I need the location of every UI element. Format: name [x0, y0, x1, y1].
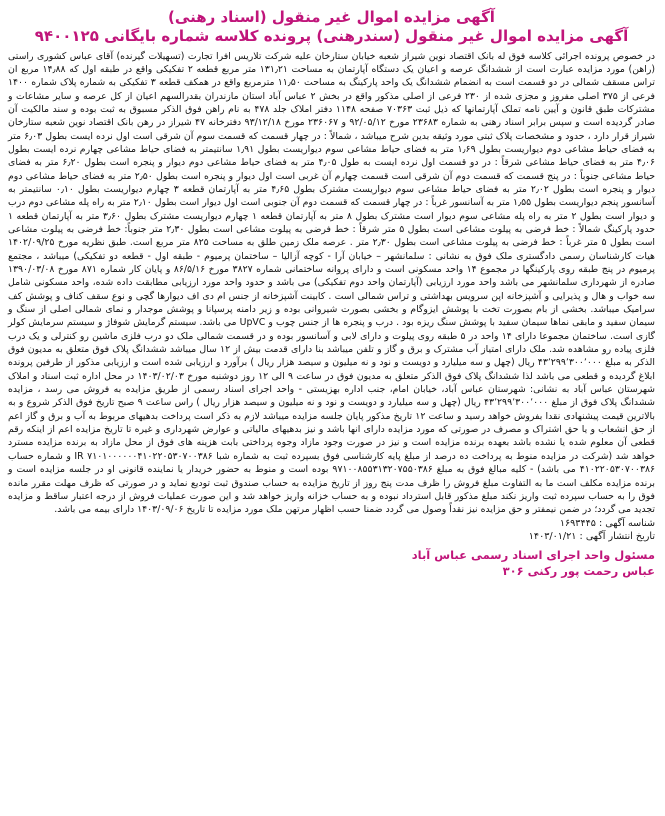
- notice-title: آگهی مزایده اموال غیر منقول (اسناد رهنی): [168, 8, 495, 26]
- signature-name: عباس رحمت پور رکنی ۳۰۶: [502, 563, 655, 578]
- notice-id-value: ۱۶۹۳۴۴۵: [559, 517, 596, 529]
- publish-date-value: ۱۴۰۳/۰۱/۲۱: [528, 530, 577, 542]
- notice-subtitle: آگهی مزایده اموال غیر منقول (سندرهنی) پرونده کلاسه شماره بایگانی ۹۴۰۰۱۲۵: [34, 26, 629, 45]
- publish-date-row: [8, 530, 655, 543]
- publish-date-label: تاریخ انتشار آگهی :: [579, 530, 655, 542]
- notice-id-label: شناسه آگهی :: [598, 517, 655, 529]
- notice-body: در خصوص پرونده اجرائی کلاسه فوق له بانک اقتصاد نوین شیراز شعبه خیابان ستارخان علیه شرکت تلاریس افرا تجارت (تسهیلات گیرنده) آقای عباس کشوری راستی (راهن) مورد مزایده عبارت است از ششدانگ عرصه و اعیان یک دستگاه آپارتمان به مساحت ۱۳۱٫۲۱ متر مربع قطعه ۲ تفکیکی واقع در طبقه اول که ۱۴٫۸۸ مربع ان تراس مسقف شمالی در دو قسمت است به انضمام ششدانگ یک واحد پارکینگ به مساحت ۱۱٫۵۰ مترمربع واقع در همکف قطعه ۳ تفکیکی به شماره پلاک شماره ۱۴۰۰ فرعی از ۳۷۵ اصلی مفروز و مجزی شده از ۲۳۰ فرعی از اصلی مذکور واقع در بخش ۲ عباس آباد استان مازندران بقدرالسهم اعیان از کل عرصه و سایر مشاعات و مشترکات طبق قانون و آیین نامه تملک آپارتمانها که ذیل ثبت ۷۰۳۶۳ صفحه ۱۱۴۸ دفتر املاک جلد ۴۷۸ به نام راهن فوق الذکر مسبوق به ثبت بوده و سند مالکیت آن صادر گردیده است و سپس برابر اسناد رهنی به شماره ۲۳۶۸۳ مورخ ۹۲/۰۵/۱۲ و ۲۳۶۰۶۷ مورخ ۹۳/۱۲/۱۸ دفترخانه ۴۷ شیراز در رهن بانک اقتصاد نوین شعبه ستارخان شیراز قرار دارد ، حدود و مشخصات پلاک ثبتی مورد وثیقه بدین شرح میباشد ، شمالاً : در چهار قسمت که قسمت سوم آن شرقی است اول نرده ایست بطول ۶٫۰۳ متر به فضای حیاط مشاعی دوم دیواریست بطول ۱٫۶۹ متر به فضای حیاط مشاعی سوم دیواریست بطول ۱٫۹۱ سانتیمتر به فضای حیاط مشاعی چهارم نرده ایست بطول ۴٫۰۶ متر به فضای حیاط مشاعی شرقاً : در دو قسمت اول نرده ایست به طول ۴٫۰۵ متر به فضای حیاط مشاعی دوم دیوار و پنجره است بطول ۶٫۲۰ متر به فضای حیاط مشاعی جنوباً : در پنج قسمت که قسمت دوم آن شرقی است قسمت چهارم آن غربی است اول دیوار و پنجره است بطول ۲٫۵۰ متر به فضای حیاط مشاعی دوم دیوار و پنجره است بطول ۲٫۰۲ متر به فضای حیاط مشاعی سوم دیواریست مشترک بطول ۴٫۶۵ متر به آپارتمان قطعه ۳ چهارم دیواریست بطول ۰٫۱۰ سانتیمتر به آسانسور پنجم دیواریست بطول ۱٫۵۵ متر به آسانسور غرباً : در چهار قسمت که قسمت دوم آن جنوبی است اول دیوار است بطول ۲٫۱۰ متر به راه پله مشاعی دوم درب و دیوار است بطول ۲ متر به راه پله مشاعی سوم دیوار است مشترک بطول ۸ متر به آپارتمان قطعه ۱ چهارم دیواریست مشترک بطول ۳٫۶۰ متر به آپارتمان قطعه ۱ حدود پارکینگ شمالاً : خط فرضی به پیلوت مشاعی است بطول ۵ متر شرقاً : خط فرضی به پیلوت مشاعی است بطول ۲٫۳۰ متر جنوباً: خط فرضی به پیلوت مشاعی است بطول ۵ متر غرباً : خط فرضی به پیلوت مشاعی است بطول ۲٫۳۰ متر . عرصه ملک زمین طلق به مساحت ۸۲۵ متر مربع است. طبق نظریه مورخ ۱۴۰۲/۰۹/۲۵ هیات کارشناسان رسمی دادگستری ملک فوق به نشانی : سلمانشهر – خیابان آرا - کوچه آزالیا – ساختمان پرمیوم - طبقه اول - قطعه دو تفکیکی) میباشد ، مجتمع پرمیوم در پنج طبقه روی پارکینگها در مجموع ۱۴ واحد مسکونی است و دارای پروانه ساختمانی شماره ۳۸۲۷ مورخ ۸۶/۵/۱۶ و پایان کار شماره ۸۷۱ مورخ ۱۳۹۰/۰۳/۰۸ صادره از شهرداری سلمانشهر می باشد واحد مورد ارزیابی (آپارتمان واحد دوم تفکیکی) می باشد و حدود واحد مورد ارزیابی مطابقت داده شده، واحد مسکونی شامل سه خواب و هال و پذیرایی و آشپزخانه اپن سرویس بهداشتی و تراس شمالی است . کابینت آشپزخانه از جنس ام دی اف دیوارها گچی و نوع سقف کناف و پوشش کف سرامیک میباشد. بخشی از بام بصورت تخت با پوشش ایزوگام و بخشی بصورت شیروانی بوده و زیر دامنه پرسپانا و پوشش موجدار و نمای شمالی اصلی از سنگ و سیمان سفید و مابقی نماها سیمان سفید با پوشش سنگ ریزه بود . درب و پنجره ها از جنس چوب و UpVC می باشد. سیستم گرمایش شوفاژ و سیستم سرمایش کولر گازی است. ساختمان مجموعا دارای ۱۴ واحد در ۵ طبقه روی پیلوت و دارای لابی و آسانسور بوده و در قسمت شمالی ملک دو درب فلزی ماشین رو کنترلی و یک درب فلزی پیاده رو مشاهده شد. ملک دارای امتیاز آب مشترک و برق و گاز و تلفن میباشد بنا دارای قدمت بیش از ۱۲ سال میباشد ششدانگ پلاک فوق متعلق به مدیون فوق الذکر به مبلغ ۴۳٬۲۹۹٬۳۰۰٬۰۰۰ ریال (چهل و سه میلیارد و دویست و نود و نه میلیون و سیصد هزار ریال ) برآورد و ارزیابی شده است و ارزیابی مذکور از طرفین پرونده ابلاغ گردیده و قطعی می باشد لذا ششدانگ پلاک فوق الذکر متعلق به مدیون فوق در ساعت ۹ الی ۱۲ روز دوشنبه مورخ ۱۴۰۳/۰۲/۰۳ در محل اداره ثبت اسناد و املاک شهرستان عباس آباد به نشانی: شهرستان عباس آباد، خیابان امام، جنب اداره بهزیستی - واحد اجرای اسناد رسمی از طریق مزایده به فروش می رسد ، مزایده ششدانگ پلاک فوق از مبلغ ۴۳٬۲۹۹٬۳۰۰٬۰۰۰ ریال (چهل و سه میلیارد و دویست و نود و نه میلیون و سیصد هزار ریال ) راس ساعت ۹ صبح تاریخ فوق الذکر شروع و به بالاترین قیمت پیشنهادی نقدا بفروش خواهد رسید و ساعت ۱۲ تاریخ مذکور پایان جلسه مزایده میباشد لازم به ذکر است پرداخت بدهیهای مربوط به آب و برق و گاز اعم از حق انشعاب و یا حق اشتراک و مصرف در صورتی که مورد مزایده دارای انها باشد و نیز بدهیهای مالیاتی و عوارض شهرداری و غیره تا تاریخ مزایده اعم از اینکه رقم قطعی آن معلوم شده یا نشده باشد بعهده برنده مزایده است و نیز در صورت وجود مازاد وجوه پرداختی بابت هزینه های فوق از محل مازاد به برنده مزایده مسترد خواهد شد (شرکت در مزایده منوط به پرداخت ده درصد از مبلغ پایه کارشناسی فوق بسپرده ثبت به شماره شبا IR ۷۱۰۱۰۰۰۰۰۰۴۱۰۲۲۰۵۳۰۷۰۰۳۸۶ و شماره حساب ۴۱۰۲۲۰۵۳۰۷۰۰۳۸۶ می باشد) - کلیه مبالغ فوق به مبلغ ۹۷۱۰۰۸۵۵۳۱۳۲۰۷۵۵۰۳۸۶ بوده است و منوط به حضور خریدار یا نماینده قانونی او در جلسه مزایده است و برنده مزایده مکلف است ما به التفاوت مبلغ فروش را ظرف مدت پنج روز از تاریخ مزایده به حساب صندوق ثبت تودیع نماید و در صورتی که ظرف مهلت مقرر مانده فوق را به حساب سپرده ثبت واریز نکند مبلغ مذکور قابل استرداد نبوده و به حساب خزانه واریز خواهد شد و این صورت عملیات فروش از درجه اعتبار ساقط و مزایده تجدید می گردد؛ در ضمن نیمفتر و حق مزایده نیز نقداً وصول می گردد ضمنا حسب اظهار مرتهن ملک مورد مزایده تا تاریخ ۱۴۰۳/۰۹/۰۶ دارای بیمه می باشد.: [8, 50, 656, 516]
- signature-title: مسئول واحد اجرای اسناد رسمی عباس آباد: [411, 547, 655, 562]
- notice-id-row: [8, 517, 655, 530]
